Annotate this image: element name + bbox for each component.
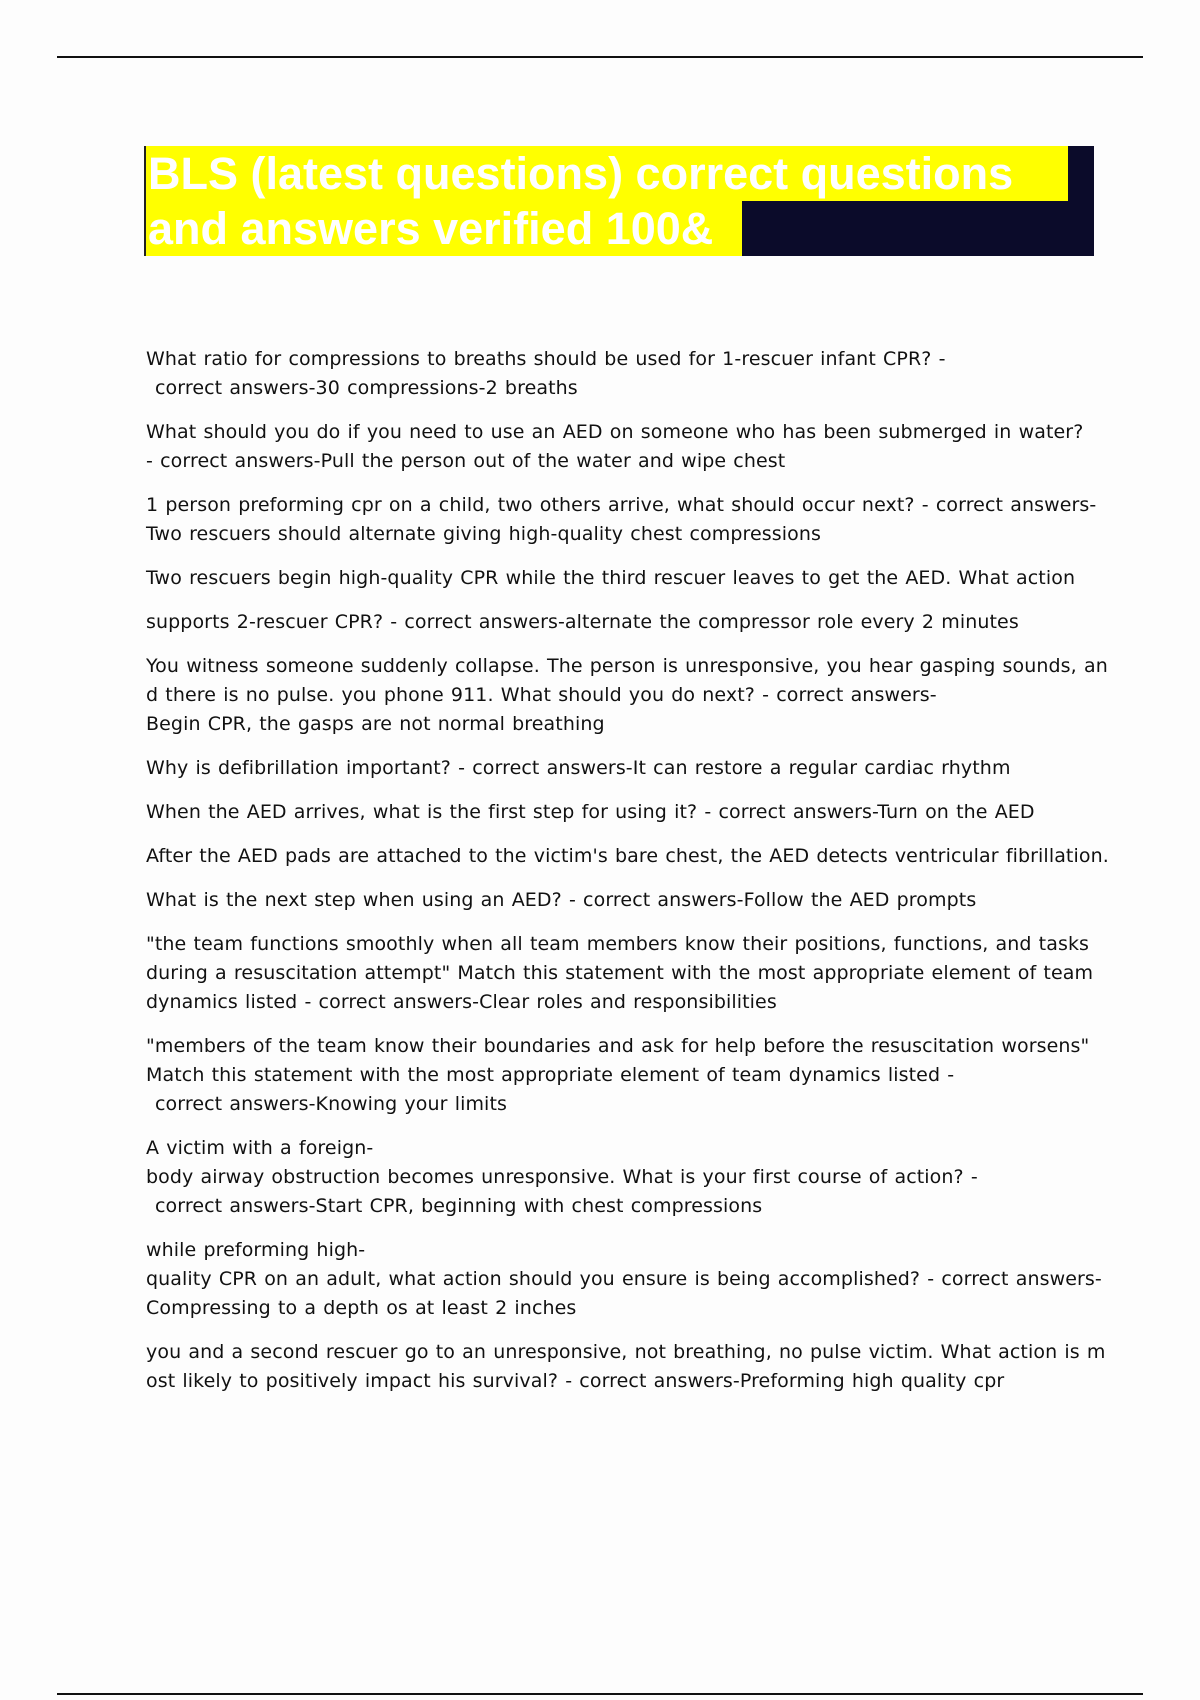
qa-item-12 (146, 1032, 1090, 1119)
top-divider (57, 56, 1143, 58)
qa-text-line: When the AED arrives, what is the first step for using it? - correct answers-Turn on the AED (146, 801, 1035, 823)
qa-text-line: A victim with a foreign- (146, 1137, 374, 1159)
qa-text-line: during a resuscitation attempt" Match this statement with the most appropriate element of team (146, 962, 1094, 984)
document-title-banner (144, 146, 1094, 256)
qa-text-line: What is the next step when using an AED? - correct answers-Follow the AED prompts (146, 889, 977, 911)
qa-text-line: while preforming high- (146, 1239, 366, 1261)
qa-text-line: ost likely to positively impact his survival? - correct answers-Preforming high quality cpr (146, 1370, 1005, 1392)
qa-text-line: Begin CPR, the gasps are not normal breathing (146, 713, 605, 735)
qa-text-line: correct answers-30 compressions-2 breaths (155, 377, 578, 399)
qa-text-line: body airway obstruction becomes unresponsive. What is your first course of action? - (146, 1166, 978, 1188)
qa-item-11 (146, 930, 1094, 1017)
qa-text-line: After the AED pads are attached to the victim's bare chest, the AED detects ventricular fibrillation. (146, 845, 1109, 867)
qa-text-line: supports 2-rescuer CPR? - correct answers-alternate the compressor role every 2 minutes (146, 611, 1019, 633)
qa-text-line: "the team functions smoothly when all team members know their positions, functions, and tasks (146, 933, 1090, 955)
qa-item-4 (146, 564, 1090, 593)
qa-text-line: correct answers-Knowing your limits (155, 1093, 507, 1115)
qa-text-line: correct answers-Start CPR, beginning with chest compressions (155, 1195, 763, 1217)
qa-item-14 (146, 1236, 1102, 1323)
qa-text-line: You witness someone suddenly collapse. The person is unresponsive, you hear gasping sounds, an (146, 655, 1108, 677)
qa-text-line: - correct answers-Pull the person out of the water and wipe chest (146, 450, 786, 472)
qa-text-line: Why is defibrillation important? - correct answers-It can restore a regular cardiac rhythm (146, 757, 1011, 779)
qa-text-line: What should you do if you need to use an AED on someone who has been submerged in water? (146, 421, 1084, 443)
document-title-line-1: BLS (latest questions) correct questions (146, 146, 1068, 201)
qa-item-8 (146, 798, 1090, 827)
qa-item-10 (146, 886, 1090, 915)
bottom-divider (57, 1693, 1143, 1695)
qa-item-13 (146, 1134, 1090, 1221)
qa-text-line: Compressing to a depth os at least 2 inches (146, 1297, 577, 1319)
qa-text-line: you and a second rescuer go to an unresponsive, not breathing, no pulse victim. What action is m (146, 1341, 1106, 1363)
qa-item-3 (146, 491, 1097, 549)
document-title-line-2: and answers verified 100& (146, 201, 742, 256)
qa-item-7 (146, 754, 1090, 783)
qa-text-line: Two rescuers should alternate giving high-quality chest compressions (146, 523, 822, 545)
qa-text-line: quality CPR on an adult, what action should you ensure is being accomplished? - correct answers- (146, 1268, 1102, 1290)
qa-text-line: d there is no pulse. you phone 911. What should you do next? - correct answers- (146, 684, 937, 706)
qa-item-5 (146, 608, 1090, 637)
qa-text-line: dynamics listed - correct answers-Clear roles and responsibilities (146, 991, 777, 1013)
qa-item-15 (146, 1338, 1106, 1396)
qa-item-6 (146, 652, 1108, 739)
qa-text-line: "members of the team know their boundaries and ask for help before the resuscitation worsens" (146, 1035, 1090, 1057)
qa-item-2 (146, 418, 1090, 476)
qa-text-line: What ratio for compressions to breaths should be used for 1-rescuer infant CPR? - (146, 348, 946, 370)
qa-text-line: 1 person preforming cpr on a child, two others arrive, what should occur next? - correct answers- (146, 494, 1097, 516)
qa-text-line: Two rescuers begin high-quality CPR while the third rescuer leaves to get the AED. What action (146, 567, 1076, 589)
qa-item-9 (146, 842, 1109, 871)
qa-text-line: Match this statement with the most appropriate element of team dynamics listed - (146, 1064, 955, 1086)
qa-list (146, 345, 1109, 1411)
qa-item-1 (146, 345, 1090, 403)
